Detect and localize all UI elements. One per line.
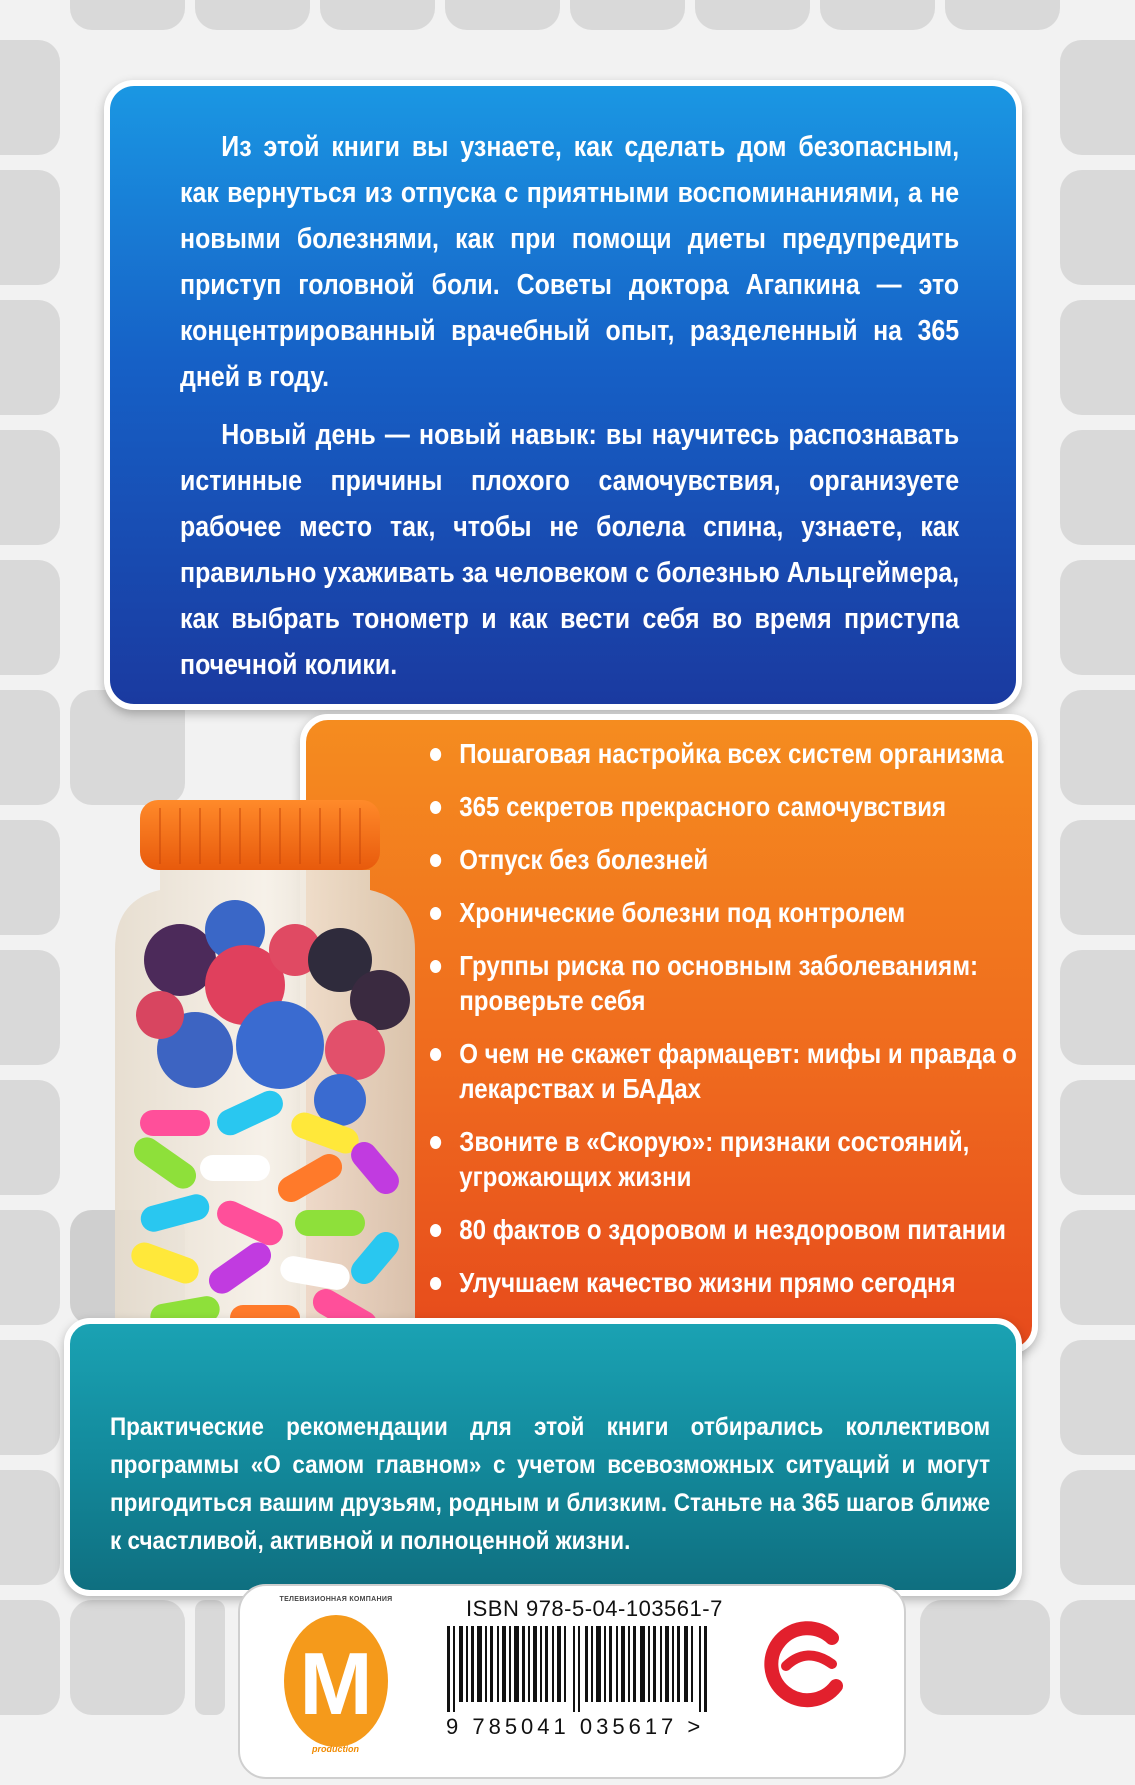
- recommendations-text: Практические рекомендации для этой книги отбирались коллективом программы «О самом главном» с учетом всевозможных ситуаций и могут пригодиться вашим друзьям, родным и близким. Станьте на 365 шагов ближе к счастливой, активной и полноценной жизни.: [110, 1413, 991, 1555]
- logo-production-text: production: [312, 1744, 359, 1754]
- list-item: Пошаговая настройка всех систем организма: [430, 736, 1060, 771]
- eksmo-logo-icon: [762, 1616, 852, 1716]
- description-paragraph-2: Новый день — новый навык: вы научитесь распознавать истинные причины плохого самочувствия, организуете рабочее место так, чтобы не болела спина, узнаете, как правильно ухаживать за человеком с болезнью Альцгеймера, как выбрать тонометр и как вести себя во время приступа почечной колики.: [180, 419, 960, 681]
- list-item: Отпуск без болезней: [430, 842, 1060, 877]
- description-panel: [104, 80, 1022, 710]
- list-item: 80 фактов о здоровом и нездоровом питании: [430, 1212, 1060, 1247]
- m-production-logo: [276, 1596, 396, 1756]
- list-item: О чем не скажет фармацевт: мифы и правда о лекарствах и БАДах: [430, 1036, 1060, 1106]
- logo-caption: ТЕЛЕВИЗИОННАЯ КОМПАНИЯ: [279, 1596, 393, 1603]
- list-item: Улучшаем качество жизни прямо сегодня: [430, 1265, 1060, 1300]
- list-item: Хронические болезни под контролем: [430, 895, 1060, 930]
- description-text: [180, 124, 959, 700]
- list-item: Звоните в «Скорую»: признаки состояний, угрожающих жизни: [430, 1124, 1060, 1194]
- pill-bottle-illustration: [100, 800, 430, 1360]
- feature-list: [430, 736, 1030, 1318]
- list-item: 365 секретов прекрасного самочувствия: [430, 789, 1060, 824]
- barcode: [447, 1626, 717, 1712]
- list-item: Группы риска по основным заболеваниям: проверьте себя: [430, 948, 1060, 1018]
- logo-letter: M: [299, 1634, 373, 1733]
- isbn-text: ISBN 978-5-04-103561-7: [466, 1596, 723, 1621]
- description-paragraph-1: Из этой книги вы узнаете, как сделать дом безопасным, как вернуться из отпуска с приятными воспоминаниями, а не новыми болезнями, как при помощи диеты предупредить приступ головной боли. Советы доктора Агапкина — это концентрированный врачебный опыт, разделенный на 365 дней в году.: [180, 131, 960, 393]
- barcode-number: 9 785041 035617 >: [446, 1714, 705, 1739]
